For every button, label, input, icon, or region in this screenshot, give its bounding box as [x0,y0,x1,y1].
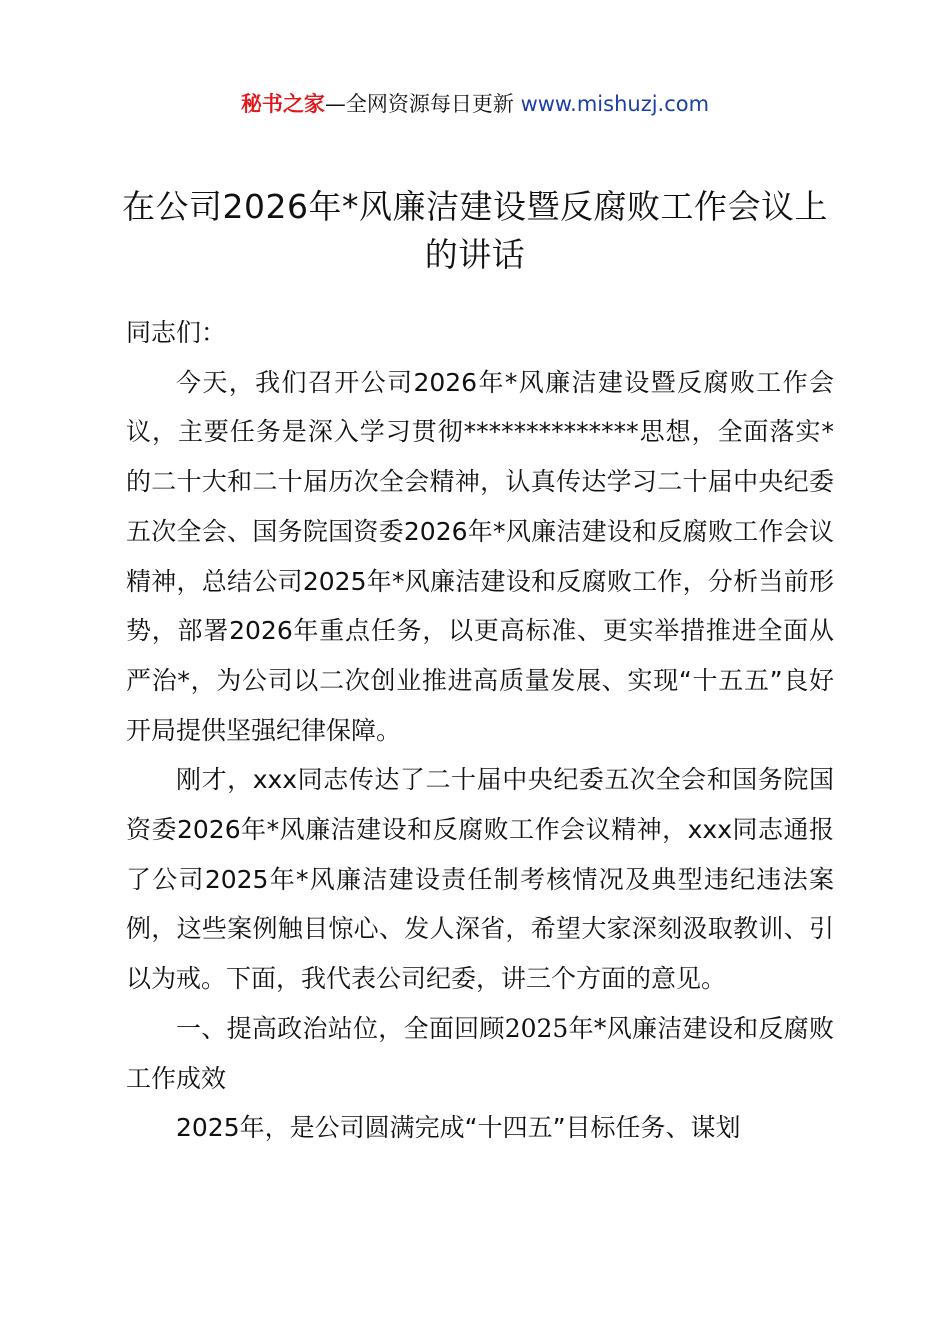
document-title: 在公司2026年*风廉洁建设暨反腐败工作会议上的讲话 [122,187,828,274]
paragraph-1: 今天，我们召开公司2026年*风廉洁建设暨反腐败工作会议，主要任务是深入学习贯彻**************思想，全面落实*的二十大和二十届历次全会精神，认真传达学习二十届中央纪委五次全会、国务院国资委2026年*风廉洁建设和反腐败工作会议精神，总结公司2025年*风廉洁建设和反腐败工作，分析当前形势，部署2026年重点任务，以更高标准、更实举措推进全面从严治*，为公司以二次创业推进高质量发展、实现“十五五”良好开局提供坚强纪律保障。 [126,367,834,745]
paragraph-3: 2025年，是公司圆满完成“十四五”目标任务、谋划 [176,1113,741,1143]
section-heading-1: 一、提高政治站位，全面回顾2025年*风廉洁建设和反腐败工作成效 [126,1013,834,1093]
header-tagline: —全网资源每日更新 [324,92,514,116]
paragraph-2: 刚才，xxx同志传达了二十届中央纪委五次全会和国务院国资委2026年*风廉洁建设和反腐败工作会议精神，xxx同志通报了公司2025年*风廉洁建设责任制考核情况及典型违纪违法案例，这些案例触目惊心、发人深省，希望大家深刻汲取教训、引以为戒。下面，我代表公司纪委，讲三个方面的意见。 [126,765,834,994]
site-url-link[interactable]: www.mishuzj.com [520,92,710,116]
brand-name: 秘书之家 [240,92,325,116]
document-body [126,308,834,1153]
salutation: 同志们： [126,318,227,347]
watermark-header [0,86,950,122]
